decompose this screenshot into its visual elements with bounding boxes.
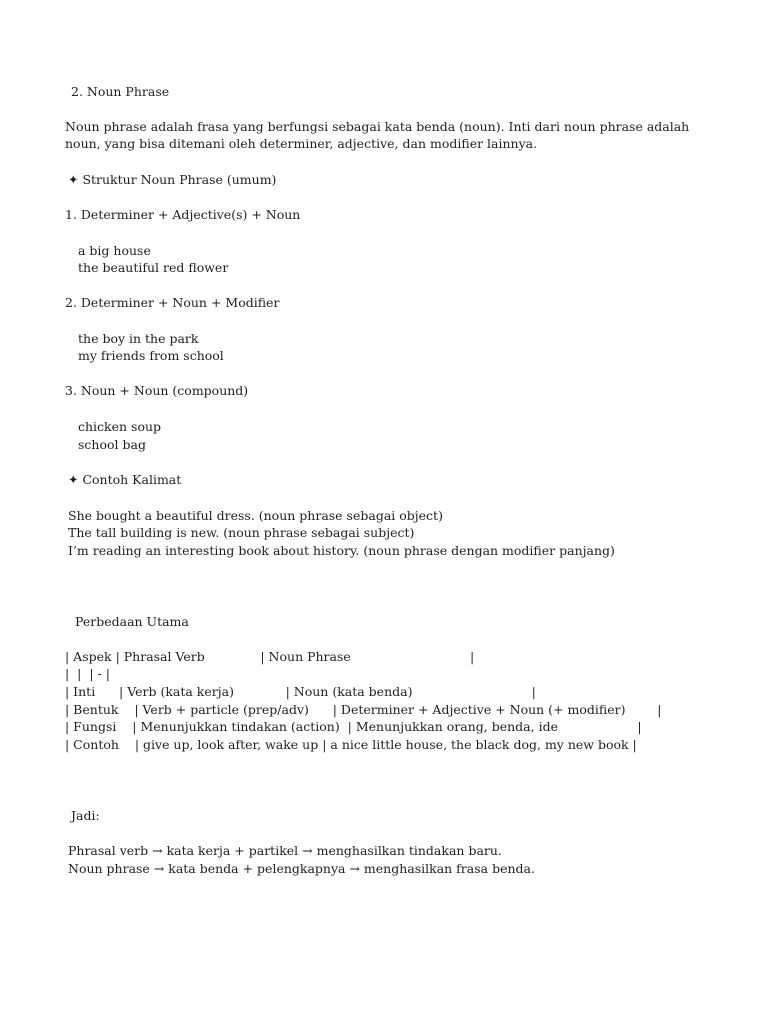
table-row-inti: | Inti | Verb (kata kerja) | Noun (kata benda) | [65,684,536,699]
comparison-heading: Perbedaan Utama [75,614,189,629]
example-sentence-2: The tall building is new. (noun phrase sebagai subject) [68,525,415,540]
pattern-title-2: 2. Determiner + Noun + Modifier [65,295,280,310]
pattern-2-example-1: the boy in the park [78,331,199,346]
example-sentence-1: She bought a beautiful dress. (noun phrase sebagai object) [68,508,443,523]
section-heading: 2. Noun Phrase [71,84,170,99]
table-row-fungsi: | Fungsi | Menunjukkan tindakan (action) | Menunjukkan orang, benda, ide | [65,719,642,734]
conclusion-heading: Jadi: [71,808,100,823]
conclusion-line-2: Noun phrase → kata benda + pelengkapnya → menghasilkan frasa benda. [68,861,535,876]
pattern-3-example-2: school bag [78,437,146,452]
example-sentence-3: I’m reading an interesting book about history. (noun phrase dengan modifier panjang) [68,543,615,558]
pattern-title-1: 1. Determiner + Adjective(s) + Noun [65,207,301,222]
intro-line-2: noun, yang bisa ditemani oleh determiner, adjective, dan modifier lainnya. [65,136,538,151]
structure-heading: ✦ Struktur Noun Phrase (umum) [68,172,277,187]
table-row-contoh: | Contoh | give up, look after, wake up | a nice little house, the black dog, my new book | [65,737,637,752]
pattern-1-example-1: a big house [78,243,151,258]
pattern-2-example-2: my friends from school [78,348,224,363]
examples-heading: ✦ Contoh Kalimat [68,472,182,487]
table-row-separator: | | | - | [65,666,110,681]
table-row-header: | Aspek | Phrasal Verb | Noun Phrase | [65,649,475,664]
table-row-bentuk: | Bentuk | Verb + particle (prep/adv) | Determiner + Adjective + Noun (+ modifier) | [65,702,662,717]
pattern-title-3: 3. Noun + Noun (compound) [65,383,249,398]
intro-line-1: Noun phrase adalah frasa yang berfungsi sebagai kata benda (noun). Inti dari noun phrase adalah [65,119,690,134]
pattern-3-example-1: chicken soup [78,419,162,434]
pattern-1-example-2: the beautiful red flower [78,260,229,275]
conclusion-line-1: Phrasal verb → kata kerja + partikel → menghasilkan tindakan baru. [68,843,502,858]
